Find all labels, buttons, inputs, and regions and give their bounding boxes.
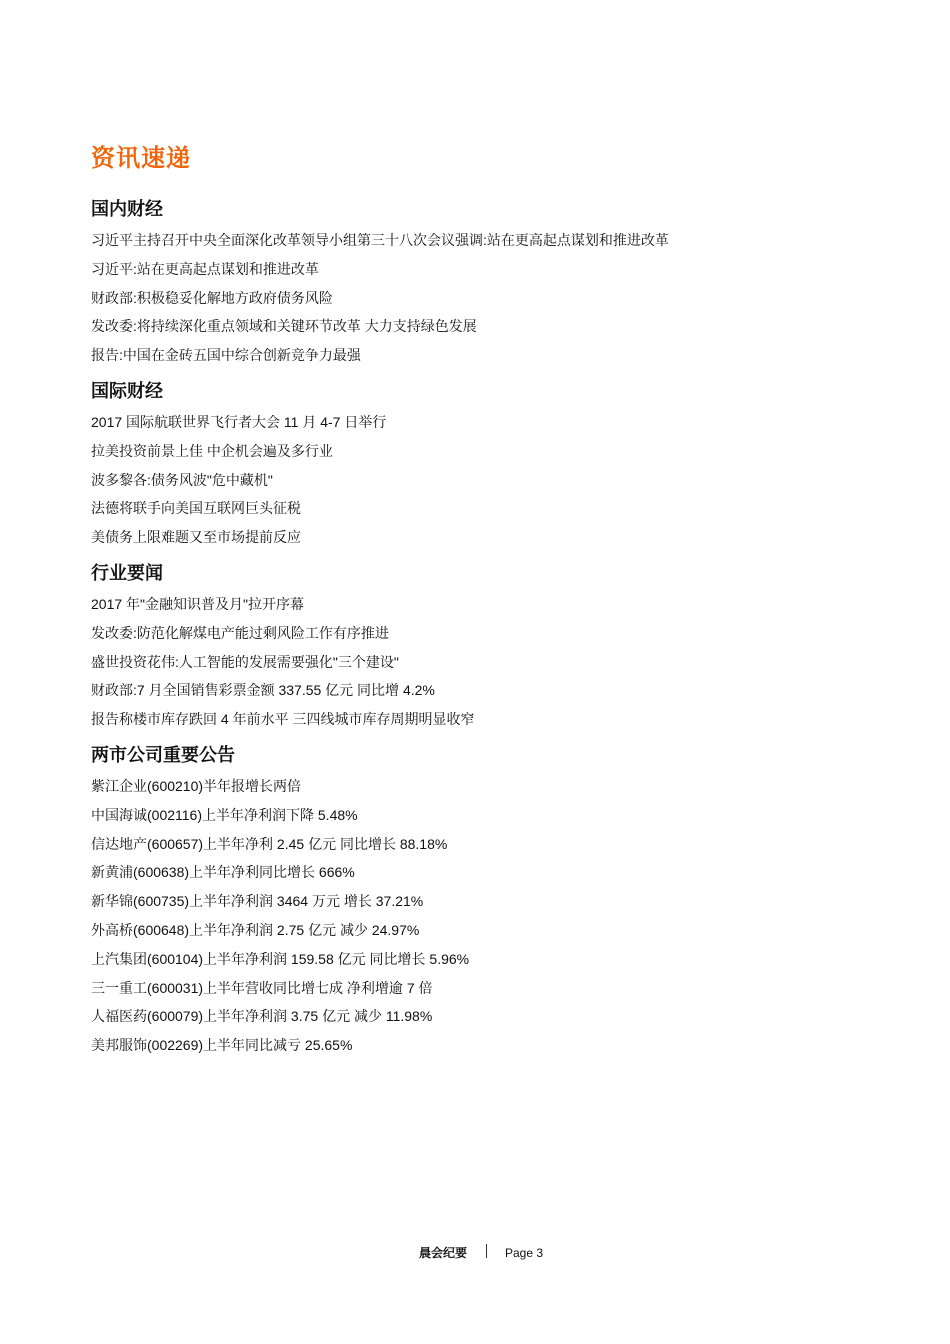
footer-page-number: Page 3 <box>505 1246 544 1260</box>
footer-report-name: 晨会纪要 <box>419 1246 468 1260</box>
section-heading: 两市公司重要公告 <box>91 745 235 765</box>
news-item[interactable]: 中国海诚(002116)上半年净利润下降 5.48% <box>91 806 358 823</box>
page-title: 资讯速递 <box>91 145 191 172</box>
section-heading: 国内财经 <box>91 199 163 219</box>
section-industry-news <box>91 560 851 738</box>
news-list <box>91 594 851 729</box>
news-list <box>91 412 851 547</box>
page-footer <box>0 1243 950 1263</box>
news-item[interactable]: 波多黎各:债务风波"危中藏机" <box>91 471 273 488</box>
section-international-finance <box>91 378 851 556</box>
news-item[interactable]: 习近平:站在更高起点谋划和推进改革 <box>91 260 319 277</box>
section-heading: 国际财经 <box>91 381 163 401</box>
news-item[interactable]: 报告称楼市库存跌回 4 年前水平 三四线城市库存周期明显收窄 <box>91 711 475 728</box>
section-heading: 行业要闻 <box>91 563 163 583</box>
news-item[interactable]: 新华锦(600735)上半年净利润 3464 万元 增长 37.21% <box>91 893 424 910</box>
news-item[interactable]: 财政部:积极稳妥化解地方政府债务风险 <box>91 289 333 306</box>
news-item[interactable]: 紫江企业(600210)半年报增长两倍 <box>91 778 302 794</box>
news-item[interactable]: 盛世投资花伟:人工智能的发展需要强化"三个建设" <box>91 653 399 670</box>
news-item[interactable]: 发改委:防范化解煤电产能过剩风险工作有序推进 <box>91 624 389 641</box>
news-item[interactable]: 财政部:7 月全国销售彩票金额 337.55 亿元 同比增 4.2% <box>91 682 435 699</box>
section-domestic-finance <box>91 196 851 374</box>
news-item[interactable]: 法德将联手向美国互联网巨头征税 <box>91 500 301 517</box>
news-item[interactable]: 美邦服饰(002269)上半年同比减亏 25.65% <box>91 1037 353 1054</box>
news-item[interactable]: 三一重工(600031)上半年营收同比增七成 净利增逾 7 倍 <box>91 979 433 996</box>
news-item[interactable]: 报告:中国在金砖五国中综合创新竞争力最强 <box>91 347 361 364</box>
news-list <box>91 230 851 365</box>
news-item[interactable]: 2017 国际航联世界飞行者大会 11 月 4-7 日举行 <box>91 414 387 430</box>
news-item[interactable]: 发改委:将持续深化重点领域和关键环节改革 大力支持绿色发展 <box>91 318 477 335</box>
news-item[interactable]: 外高桥(600648)上半年净利润 2.75 亿元 减少 24.97% <box>91 921 420 938</box>
news-list <box>91 776 851 1055</box>
news-item[interactable]: 拉美投资前景上佳 中企机会遍及多行业 <box>91 442 333 459</box>
news-item[interactable]: 新黄浦(600638)上半年净利同比增长 666% <box>91 864 355 881</box>
news-item[interactable]: 上汽集团(600104)上半年净利润 159.58 亿元 同比增长 5.96% <box>91 950 470 967</box>
news-item[interactable]: 2017 年"金融知识普及月"拉开序幕 <box>91 596 304 612</box>
news-item[interactable]: 人福医药(600079)上半年净利润 3.75 亿元 减少 11.98% <box>91 1008 433 1025</box>
footer-divider <box>486 1244 487 1258</box>
news-item[interactable]: 信达地产(600657)上半年净利 2.45 亿元 同比增长 88.18% <box>91 835 448 852</box>
news-item[interactable]: 美债务上限难题又至市场提前反应 <box>91 529 301 546</box>
section-company-announcements <box>91 742 851 1064</box>
news-item[interactable]: 习近平主持召开中央全面深化改革领导小组第三十八次会议强调:站在更高起点谋划和推进改革 <box>91 232 669 248</box>
